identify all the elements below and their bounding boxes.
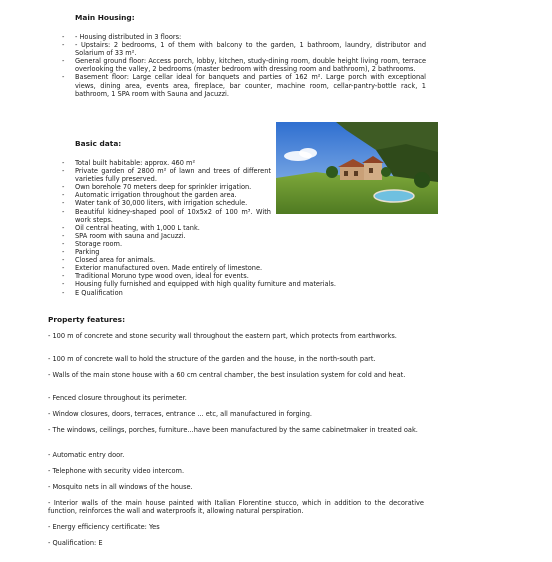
house-with-pool-image (276, 122, 438, 214)
list-item: - Parking (62, 248, 271, 256)
list-item: - Housing fully furnished and equipped with high quality furniture and materials. (62, 280, 271, 288)
list-item: - Exterior manufactured oven. Made entirely of limestone. (62, 264, 271, 272)
list-item: - Private garden of 2800 m² of lawn and trees of different varieties fully preserved. (62, 167, 271, 183)
list-item: - - Housing distributed in 3 floors: (62, 33, 426, 41)
list-item: - Total built habitable: approx. 460 m² (62, 159, 271, 167)
feature-paragraph: - Automatic entry door. (48, 451, 125, 459)
feature-paragraph: - Mosquito nets in all windows of the house. (48, 483, 193, 491)
feature-paragraph: - Window closures, doors, terraces, entrance ... etc, all manufactured in forging. (48, 410, 313, 418)
list-item: - SPA room with sauna and Jacuzzi. (62, 232, 271, 240)
list-item: - Closed area for animals. (62, 256, 271, 264)
main-housing-heading: Main Housing: (75, 13, 135, 22)
list-item: - Water tank of 30,000 liters, with irrigation schedule. (62, 199, 271, 207)
feature-paragraph: - Interior walls of the main house painted with Italian Florentine stucco, which in addition to the decorative function, reinforces the wall and waterproofs it, allowing natural perspiration. (48, 499, 424, 516)
property-features-heading: Property features: (48, 315, 126, 324)
list-item: - General ground floor: Access porch, lobby, kitchen, study-dining room, double height living room, terrace overlooking the valley, 2 bedrooms (master bedroom with dressing room and bathroom), 2 bathrooms. (62, 57, 426, 73)
list-item: - E Qualification (62, 289, 271, 297)
feature-paragraph: - Walls of the main stone house with a 60 cm central chamber, the best insulation system for cold and heat. (48, 371, 406, 379)
list-item: - Storage room. (62, 240, 271, 248)
list-item: - Own borehole 70 meters deep for sprinkler irrigation. (62, 183, 271, 191)
feature-paragraph: - Telephone with security video intercom. (48, 467, 185, 475)
property-photo (276, 122, 438, 214)
feature-paragraph: - Fenced closure throughout its perimeter. (48, 394, 187, 402)
feature-paragraph: - 100 m of concrete wall to hold the structure of the garden and the house, in the north-south part. (48, 355, 376, 363)
basic-data-list (62, 159, 336, 297)
feature-paragraph: - 100 m of concrete and stone security wall throughout the eastern part, which protects from earthworks. (48, 332, 397, 340)
list-item: - Traditional Moruno type wood oven, ideal for events. (62, 272, 271, 280)
list-item: - Oil central heating, with 1,000 L tank. (62, 224, 271, 232)
list-item: - Basement floor: Large cellar ideal for banquets and parties of 162 m². Large porch with exceptional views, dining area, events area, fireplace, bar counter, machine room, cellar-pantry-bottle rack, 1 bathroom, 1 SPA room with Sauna and Jacuzzi. (62, 73, 426, 97)
list-item: - Beautiful kidney-shaped pool of 10x5x2 of 100 m³. With work steps. (62, 208, 271, 224)
list-item: - Automatic irrigation throughout the garden area. (62, 191, 271, 199)
basic-data-heading: Basic data: (75, 139, 122, 148)
feature-paragraph: - Energy efficiency certificate: Yes (48, 523, 160, 531)
feature-paragraph: - Qualification: E (48, 539, 103, 547)
feature-paragraph: - The windows, ceilings, porches, furniture...have been manufactured by the same cabinetmaker in treated oak. (48, 426, 418, 434)
list-item: - - Upstairs: 2 bedrooms, 1 of them with balcony to the garden, 1 bathroom, laundry, distributor and Solarium of 33 m². (62, 41, 426, 57)
main-housing-list (62, 33, 426, 98)
